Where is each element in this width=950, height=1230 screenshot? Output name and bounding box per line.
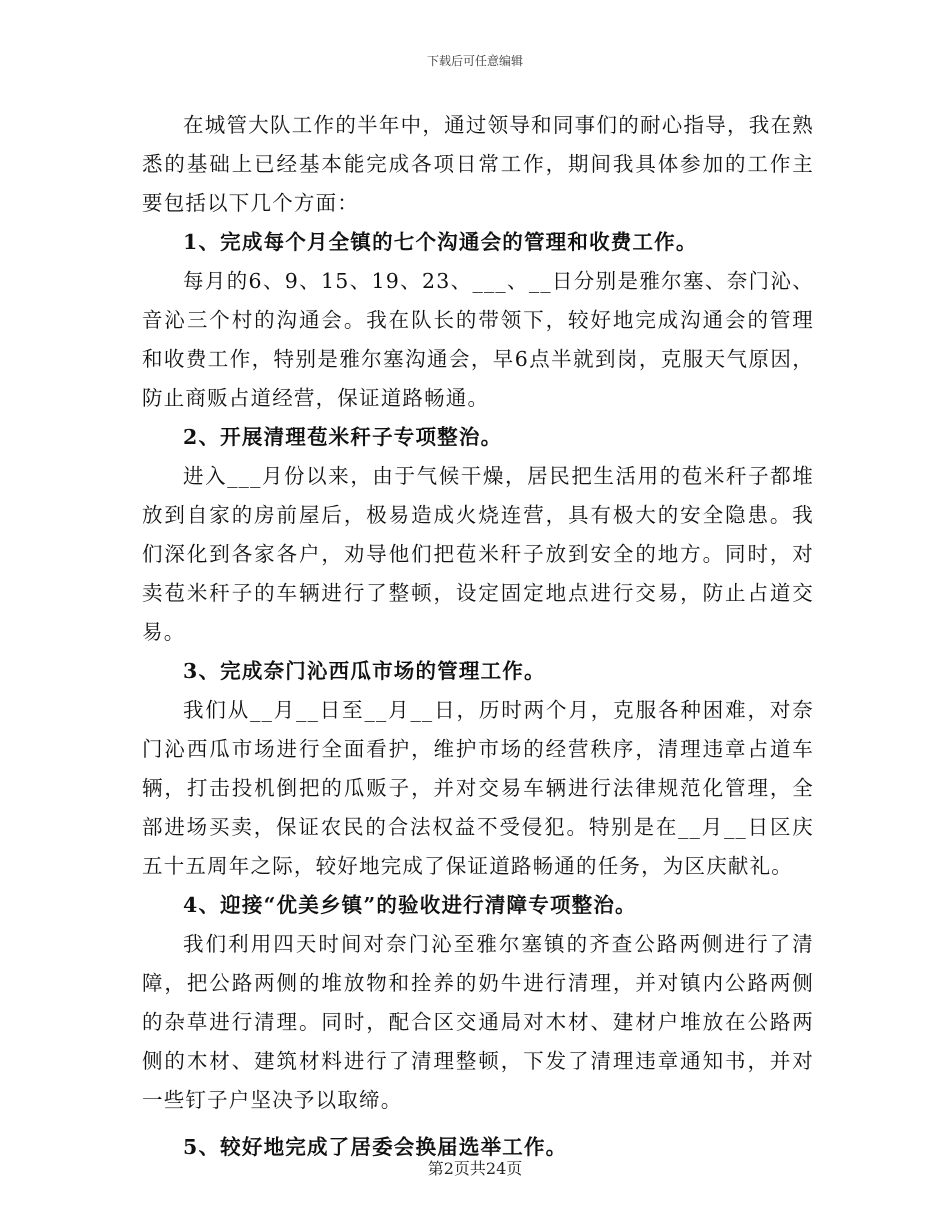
section-heading-1: 1、完成每个月全镇的七个沟通会的管理和收费工作。 <box>183 230 698 254</box>
section-paragraph-4: 我们利用四天时间对奈门沁至雅尔塞镇的齐查公路两侧进行了清障，把公路两侧的堆放物和拴养的奶牛进行清理，并对镇内公路两侧的杂草进行清理。同时，配合区交通局对木材、建材户堆放在公路两侧的木材、建筑材料进行了清理整顿，下发了清理违章通知书，并对一些钉子户坚决予以取缔。 <box>142 932 814 1112</box>
document-body <box>142 106 814 1167</box>
page-number: 第2页共24页 <box>427 1159 523 1178</box>
section-paragraph-2: 进入___月份以来，由于气候干燥，居民把生活用的苞米秆子都堆放到自家的房前屋后，极易造成火烧连营，具有极大的安全隐患。我们深化到各家各户，劝导他们把苞米秆子放到安全的地方。同时，对卖苞米秆子的车辆进行了整顿，设定固定地点进行交易，防止占道交易。 <box>142 464 814 644</box>
section-paragraph-1: 每月的6、9、15、19、23、___、__日分别是雅尔塞、奈门沁、音沁三个村的沟通会。我在队长的带领下，较好地完成沟通会的管理和收费工作，特别是雅尔塞沟通会，早6点半就到岗，克服天气原因，防止商贩占道经营，保证道路畅通。 <box>142 269 814 410</box>
page-header: 下载后可任意编辑 <box>426 54 523 68</box>
section-heading-4: 4、迎接“优美乡镇”的验收进行清障专项整治。 <box>183 893 637 917</box>
section-heading-5: 5、较好地完成了居委会换届选举工作。 <box>183 1135 568 1159</box>
section-heading-3: 3、完成奈门沁西瓜市场的管理工作。 <box>183 659 546 683</box>
section-heading-2: 2、开展清理苞米秆子专项整治。 <box>183 425 503 449</box>
intro-paragraph: 在城管大队工作的半年中，通过领导和同事们的耐心指导，我在熟悉的基础上已经基本能完成各项日常工作，期间我具体参加的工作主要包括以下几个方面： <box>142 113 814 215</box>
section-paragraph-3: 我们从__月__日至__月__日，历时两个月，克服各种困难，对奈门沁西瓜市场进行全面看护，维护市场的经营秩序，清理违章占道车辆，打击投机倒把的瓜贩子，并对交易车辆进行法律规范化管理，全部进场买卖，保证农民的合法权益不受侵犯。特别是在__月__日区庆五十五周年之际，较好地完成了保证道路畅通的任务，为区庆献礼。 <box>142 698 814 878</box>
